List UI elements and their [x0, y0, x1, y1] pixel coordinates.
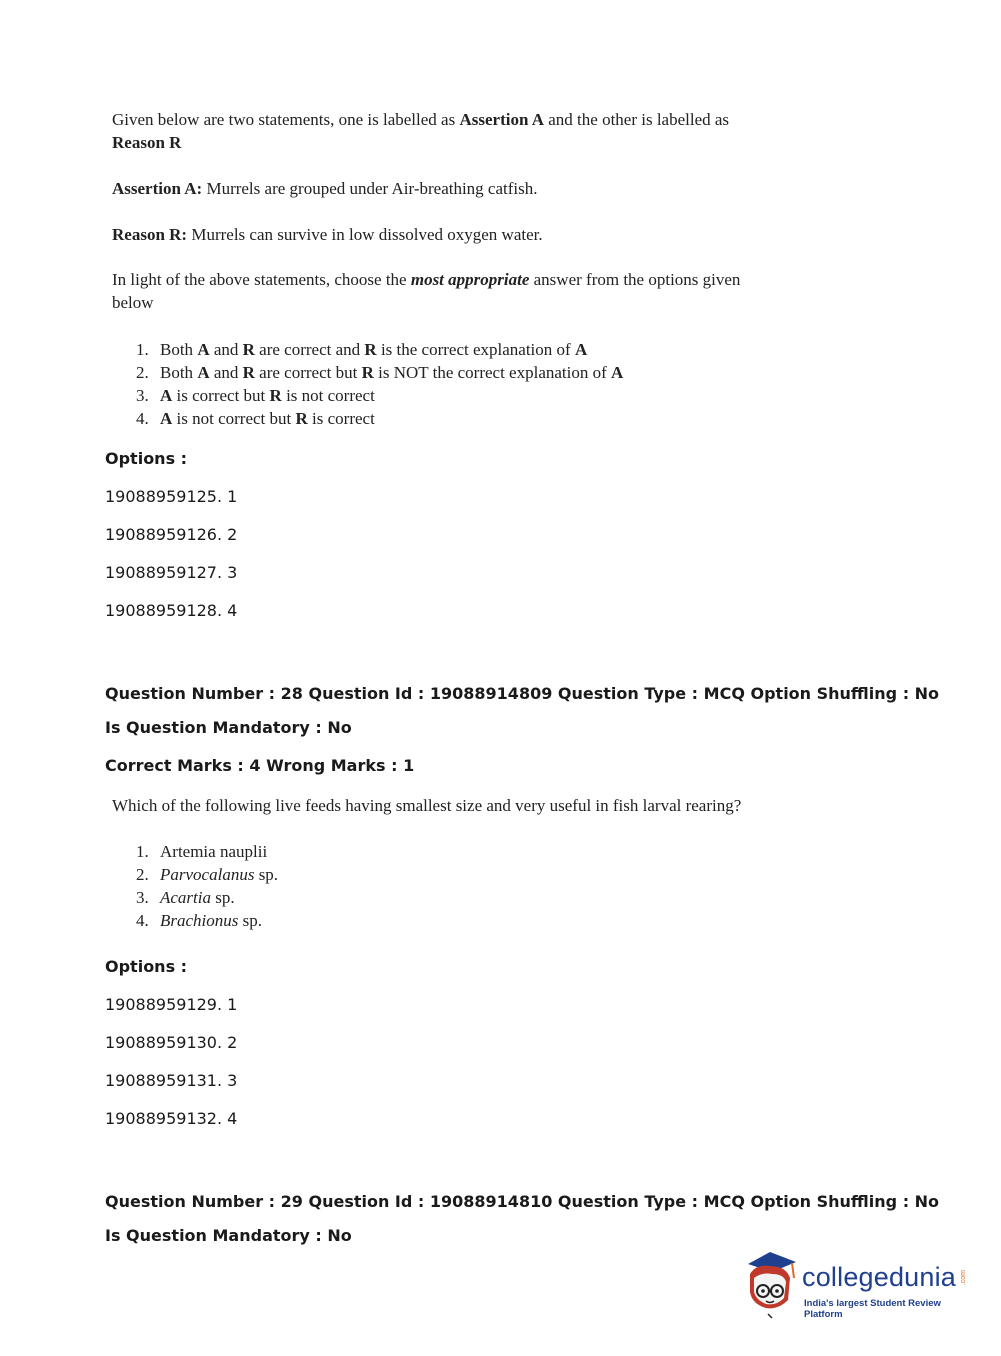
intro-text: Given below are two statements, one is labelled as [112, 110, 456, 129]
choice-item: 4. Brachionus sp. [136, 911, 263, 930]
q29-header: Question Number : 29 Question Id : 19088914810 Question Type : MCQ Option Shuffling : No [105, 1192, 940, 1211]
assertion-label: Assertion A: [112, 179, 203, 198]
option-item: 19088959130. 2 [105, 1033, 238, 1052]
assertion-text: Murrels are grouped under Air-breathing catfish. [206, 179, 538, 198]
intro-text: and the other is labelled as [548, 110, 730, 129]
choice-item: 1. Both A and R are correct and R is the correct explanation of A [136, 340, 588, 359]
reason-statement [112, 223, 543, 246]
choice-item: 3. Acartia sp. [136, 888, 235, 907]
choice-item: 2. Parvocalanus sp. [136, 865, 279, 884]
option-item: 19088959126. 2 [105, 525, 238, 544]
choice-item: 3. A is correct but R is not correct [136, 386, 375, 405]
collegedunia-logo [742, 1248, 972, 1320]
mascot-icon [742, 1248, 800, 1320]
q28-mandatory: Is Question Mandatory : No [105, 718, 352, 737]
intro-assertion: Assertion A [459, 110, 544, 129]
choice-item: 1. Artemia nauplii [136, 842, 268, 861]
reason-label: Reason R: [112, 225, 188, 244]
option-item: 19088959125. 1 [105, 487, 238, 506]
intro-reason: Reason R [112, 133, 182, 152]
q27-intro [112, 108, 729, 154]
option-item: 19088959132. 4 [105, 1109, 238, 1128]
q27-options-label: Options : [105, 449, 188, 468]
q29-mandatory: Is Question Mandatory : No [105, 1226, 352, 1245]
choice-item: 4. A is not correct but R is correct [136, 409, 375, 428]
choice-item: 2. Both A and R are correct but R is NOT the correct explanation of A [136, 363, 624, 382]
q28-header: Question Number : 28 Question Id : 19088914809 Question Type : MCQ Option Shuffling : No [105, 684, 940, 703]
prompt-text: below [112, 293, 154, 312]
prompt-emphasis: most appropriate [410, 270, 530, 289]
prompt-text: In light of the above statements, choose the [112, 270, 407, 289]
q27-prompt [112, 268, 740, 314]
option-item: 19088959129. 1 [105, 995, 238, 1014]
q28-options-label: Options : [105, 957, 188, 976]
q28-choices [136, 840, 278, 932]
q27-choices [136, 338, 623, 430]
prompt-text: answer from the options given [533, 270, 741, 289]
q28-marks: Correct Marks : 4 Wrong Marks : 1 [105, 756, 415, 775]
q28-question: Which of the following live feeds having smallest size and very useful in fish larval rearing? [112, 796, 742, 815]
option-item: 19088959128. 4 [105, 601, 238, 620]
logo-wordmark: collegedunia [802, 1262, 957, 1292]
logo-tagline: India's largest Student Review Platform [804, 1298, 941, 1320]
assertion-statement [112, 177, 538, 200]
option-item: 19088959127. 3 [105, 563, 238, 582]
option-item: 19088959131. 3 [105, 1071, 238, 1090]
logo-com: .com [960, 1270, 967, 1286]
reason-text: Murrels can survive in low dissolved oxygen water. [191, 225, 543, 244]
